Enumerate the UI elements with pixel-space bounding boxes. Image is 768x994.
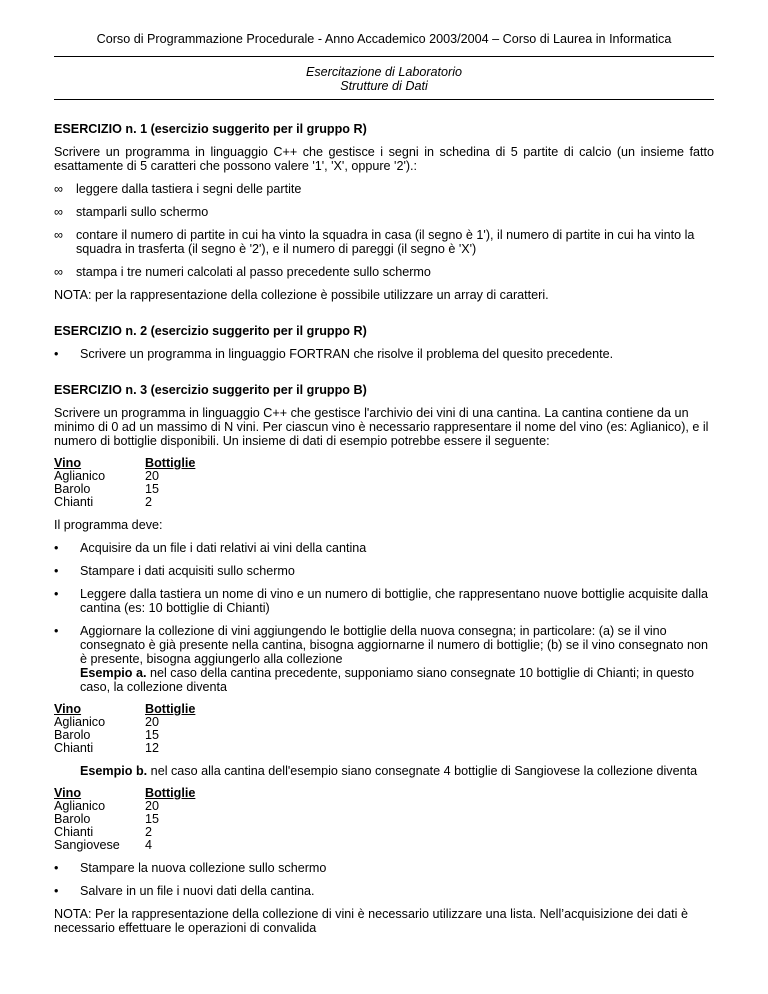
list-item-text: Scrivere un programma in linguaggio FORTRAN che risolve il problema del quesito precedente. — [80, 347, 614, 361]
example-a-text: nel caso della cantina precedente, supponiamo siano consegnate 10 bottiglie di Chianti; in questo caso, la collezione diventa — [80, 666, 695, 694]
list-item — [54, 182, 714, 196]
page-header: Corso di Programmazione Procedurale - Anno Accademico 2003/2004 – Corso di Laurea in Informatica — [96, 32, 672, 46]
exercise-1-note: NOTA: per la rappresentazione della collezione è possibile utilizzare un array di caratteri. — [54, 288, 549, 302]
list-item — [54, 587, 714, 615]
list-item-text: stampa i tre numeri calcolati al passo precedente sullo schermo — [76, 265, 431, 279]
dot-bullet-icon: • — [54, 861, 59, 875]
list-item-text: stamparli sullo schermo — [76, 205, 209, 219]
list-item-text: Stampare la nuova collezione sullo schermo — [80, 861, 327, 875]
wine-name: Barolo — [54, 482, 91, 496]
wine-table-3 — [54, 787, 195, 852]
exercise-1-list — [54, 182, 714, 279]
table-row — [54, 839, 195, 852]
wine-name: Chianti — [54, 741, 94, 755]
wine-name: Aglianico — [54, 715, 106, 729]
list-item — [54, 541, 714, 555]
exercise-3-note: NOTA: Per la rappresentazione della collezione di vini è necessario utilizzare una lista. Nell’acquisizione dei dati è necessario effettuare le operazioni di convalida — [54, 907, 688, 935]
example-a-label: Esempio a. — [80, 666, 147, 680]
wine-name: Chianti — [54, 825, 94, 839]
bottle-count: 20 — [145, 799, 160, 813]
document-subtitle — [54, 57, 714, 99]
column-header-bottiglie: Bottiglie — [145, 786, 196, 800]
list-item — [54, 564, 714, 578]
bottle-count: 4 — [145, 838, 153, 852]
subtitle-divider — [54, 99, 714, 100]
table-row — [54, 496, 195, 509]
exercise-1-title: ESERCIZIO n. 1 (esercizio suggerito per il gruppo R) — [54, 122, 367, 136]
wine-table-1 — [54, 457, 195, 509]
list-item-text: leggere dalla tastiera i segni delle partite — [76, 182, 302, 196]
wine-table-2 — [54, 703, 195, 755]
exercise-2-list — [54, 347, 714, 361]
dot-bullet-icon: • — [54, 884, 59, 898]
bottle-count: 2 — [145, 495, 153, 509]
infinity-bullet-icon: ∞ — [54, 228, 63, 242]
list-item-text: Stampare i dati acquisiti sullo schermo — [80, 564, 295, 578]
bottle-count: 15 — [145, 812, 160, 826]
list-item-text: Aggiornare la collezione di vini aggiungendo le bottiglie della nuova consegna; in particolare: (a) se il vino consegnato è già presente nella cantina, bisogna aggiornarne il numero di bottiglie; (b) se il vino consegnato non è presente, bisogna aggiungerlo alla collezione — [80, 624, 709, 666]
bottle-count: 15 — [145, 728, 160, 742]
document-page — [54, 0, 714, 935]
bottle-count: 15 — [145, 482, 160, 496]
list-item — [54, 861, 714, 875]
infinity-bullet-icon: ∞ — [54, 265, 63, 279]
example-b — [54, 764, 714, 778]
list-item — [54, 205, 714, 219]
table-row — [54, 742, 195, 755]
column-header-vino: Vino — [54, 786, 82, 800]
exercise-3-list-2 — [54, 861, 714, 898]
exercise-3-list — [54, 541, 714, 694]
example-b-text: nel caso alla cantina dell'esempio siano consegnate 4 bottiglie di Sangiovese la collezione diventa — [147, 764, 698, 778]
program-must-label: Il programma deve: — [54, 518, 163, 532]
exercise-1-intro: Scrivere un programma in linguaggio C++ che gestisce i segni in schedina di 5 partite di calcio (un insieme fatto esattamente di 5 caratteri che possono valere '1', 'X', oppure '2').: — [54, 145, 714, 173]
column-header-vino: Vino — [54, 456, 82, 470]
wine-name: Chianti — [54, 495, 94, 509]
exercise-2-title: ESERCIZIO n. 2 (esercizio suggerito per il gruppo R) — [54, 324, 367, 338]
list-item-text: Acquisire da un file i dati relativi ai vini della cantina — [80, 541, 367, 555]
wine-name: Barolo — [54, 812, 91, 826]
list-item — [54, 884, 714, 898]
bottle-count: 20 — [145, 469, 160, 483]
wine-name: Sangiovese — [54, 838, 120, 852]
bottle-count: 12 — [145, 741, 160, 755]
column-header-vino: Vino — [54, 702, 82, 716]
wine-name: Aglianico — [54, 799, 106, 813]
list-item — [54, 265, 714, 279]
list-item-text: Salvare in un file i nuovi dati della cantina. — [80, 884, 315, 898]
wine-name: Aglianico — [54, 469, 106, 483]
list-item-text: Leggere dalla tastiera un nome di vino e un numero di bottiglie, che rappresentano nuove bottiglie acquisite dalla cantina (es: 10 bottiglie di Chianti) — [80, 587, 709, 615]
list-item — [54, 624, 714, 694]
column-header-bottiglie: Bottiglie — [145, 702, 196, 716]
dot-bullet-icon: • — [54, 587, 59, 601]
wine-name: Barolo — [54, 728, 91, 742]
example-b-label: Esempio b. — [80, 764, 148, 778]
bottle-count: 20 — [145, 715, 160, 729]
exercise-3-intro: Scrivere un programma in linguaggio C++ che gestisce l'archivio dei vini di una cantina. La cantina contiene da un minimo di 0 ad un massimo di N vini. Per ciascun vino è necessario rappresentare il nome del vino (es: Aglianico), e il numero di bottiglie disponibili. Un insieme di dati di esempio potrebbe essere il seguente: — [54, 406, 709, 448]
dot-bullet-icon: • — [54, 541, 59, 555]
infinity-bullet-icon: ∞ — [54, 182, 63, 196]
infinity-bullet-icon: ∞ — [54, 205, 63, 219]
dot-bullet-icon: • — [54, 347, 59, 361]
bottle-count: 2 — [145, 825, 153, 839]
dot-bullet-icon: • — [54, 564, 59, 578]
dot-bullet-icon: • — [54, 624, 59, 638]
list-item-text: contare il numero di partite in cui ha vinto la squadra in casa (il segno è 1'), il numero di partite in cui ha vinto la squadra in trasferta (il segno è '2'), e il numero di pareggi (il segno è 'X') — [76, 228, 695, 256]
column-header-bottiglie: Bottiglie — [145, 456, 196, 470]
subtitle-line-2: Strutture di Dati — [340, 79, 428, 93]
exercise-3-title: ESERCIZIO n. 3 (esercizio suggerito per il gruppo B) — [54, 383, 367, 397]
list-item — [54, 347, 714, 361]
list-item — [54, 228, 714, 256]
subtitle-line-1: Esercitazione di Laboratorio — [305, 65, 463, 79]
